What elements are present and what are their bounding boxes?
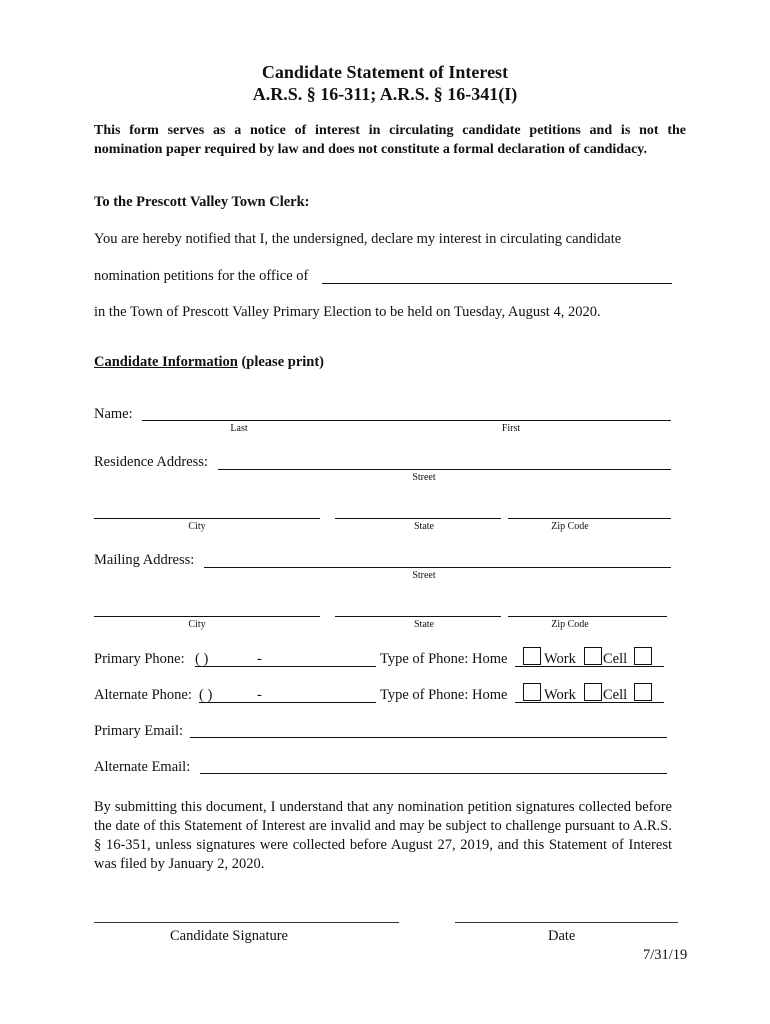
primary-email-label: Primary Email:	[94, 723, 183, 739]
date-field[interactable]	[455, 922, 678, 923]
revision-date: 7/31/19	[643, 947, 688, 963]
primary-phone-type-underline	[515, 666, 664, 667]
mailing-zip-field[interactable]	[508, 616, 667, 617]
candidate-info-heading-text: Candidate Information	[94, 354, 238, 370]
residence-state-field[interactable]	[335, 518, 501, 519]
notice-line-2: nomination paper required by law and does not constitute a formal declaration of candidacy.	[94, 142, 648, 157]
notice-line-1: This form serves as a notice of interest in circulating candidate petitions and is not the	[94, 123, 686, 138]
mailing-street-caption: Street	[412, 570, 436, 581]
residence-state-caption: State	[414, 521, 434, 532]
primary-phone-field[interactable]	[195, 666, 376, 667]
candidate-signature-label: Candidate Signature	[170, 928, 288, 944]
candidate-signature-field[interactable]	[94, 922, 399, 923]
primary-cell-label: Cell	[603, 651, 628, 667]
residence-zip-caption: Zip Code	[551, 521, 589, 532]
primary-phone-label: Primary Phone:	[94, 651, 185, 667]
alternate-phone-area-code: ( )	[199, 687, 213, 703]
mailing-state-caption: State	[414, 619, 434, 630]
residence-city-field[interactable]	[94, 518, 320, 519]
residence-street-field[interactable]	[218, 469, 671, 470]
form-title: Candidate Statement of Interest	[261, 62, 509, 82]
alternate-phone-dash: -	[257, 687, 262, 703]
addressee: To the Prescott Valley Town Clerk:	[94, 194, 310, 210]
please-print-note: (please print)	[241, 354, 324, 370]
primary-phone-type-label: Type of Phone: Home	[380, 651, 508, 667]
declaration-office-label: nomination petitions for the office of	[94, 268, 309, 284]
mailing-city-caption: City	[188, 619, 206, 630]
alternate-phone-type-underline	[515, 702, 664, 703]
name-field[interactable]	[142, 420, 671, 421]
mailing-state-field[interactable]	[335, 616, 501, 617]
mailing-street-field[interactable]	[204, 567, 671, 568]
alternate-phone-label: Alternate Phone:	[94, 687, 192, 703]
alternate-phone-type-label: Type of Phone: Home	[380, 687, 508, 703]
primary-cell-checkbox[interactable]	[634, 647, 652, 665]
mailing-address-label: Mailing Address:	[94, 552, 195, 568]
mailing-city-field[interactable]	[94, 616, 320, 617]
residence-street-caption: Street	[412, 472, 436, 483]
alternate-cell-checkbox[interactable]	[634, 683, 652, 701]
alternate-work-label: Work	[544, 687, 576, 703]
alternate-phone-field[interactable]	[199, 702, 376, 703]
alternate-home-checkbox[interactable]	[523, 683, 541, 701]
primary-home-checkbox[interactable]	[523, 647, 541, 665]
primary-work-checkbox[interactable]	[584, 647, 602, 665]
name-last-caption: Last	[230, 423, 248, 434]
date-label: Date	[548, 928, 576, 944]
name-first-caption: First	[501, 423, 521, 434]
primary-phone-area-code: ( )	[195, 651, 209, 667]
declaration-line-1: You are hereby notified that I, the undersigned, declare my interest in circulating candidate	[94, 231, 622, 247]
primary-work-label: Work	[544, 651, 576, 667]
statute-reference: A.R.S. § 16-311; A.R.S. § 16-341(I)	[252, 84, 518, 104]
primary-email-field[interactable]	[190, 737, 667, 738]
residence-zip-field[interactable]	[508, 518, 671, 519]
alternate-work-checkbox[interactable]	[584, 683, 602, 701]
candidate-info-heading	[94, 354, 324, 371]
primary-phone-dash: -	[257, 651, 262, 667]
residence-city-caption: City	[188, 521, 206, 532]
declaration-line-3: in the Town of Prescott Valley Primary Election to be held on Tuesday, August 4, 2020.	[94, 304, 601, 320]
acknowledgement-paragraph: By submitting this document, I understand that any nomination petition signatures collected before the date of this Statement of Interest are invalid and may be subject to challenge pursuant to A.R.S. § 16-351, unless signatures were collected before August 27, 2019, and this Statement of Interest was filed by January 2, 2020.	[94, 799, 672, 872]
office-field[interactable]	[322, 283, 672, 284]
alternate-email-label: Alternate Email:	[94, 759, 191, 775]
alternate-email-field[interactable]	[200, 773, 667, 774]
mailing-zip-caption: Zip Code	[551, 619, 589, 630]
residence-address-label: Residence Address:	[94, 454, 208, 470]
name-label: Name:	[94, 406, 133, 422]
alternate-cell-label: Cell	[603, 687, 628, 703]
